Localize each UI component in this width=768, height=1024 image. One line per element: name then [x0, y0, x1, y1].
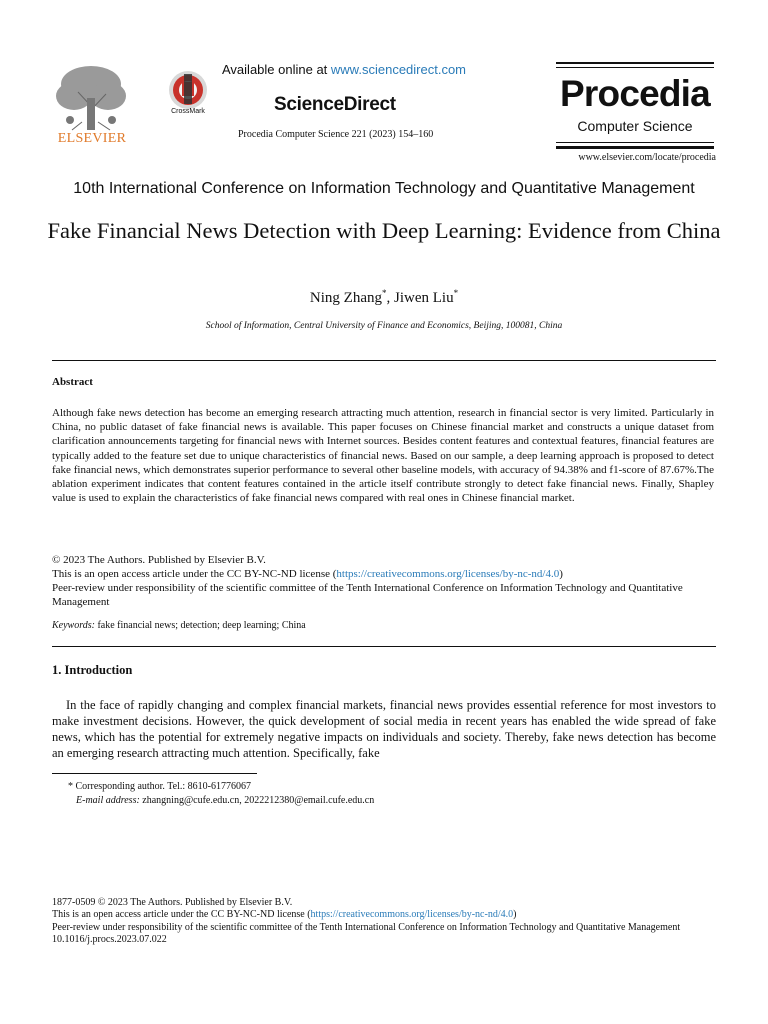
- footnote-rule: [52, 773, 257, 774]
- footer-license-line: [52, 909, 716, 921]
- keywords: [52, 620, 306, 631]
- procedia-rule-bottom: [556, 146, 714, 149]
- footer-license-suffix: ): [513, 909, 517, 921]
- author-name: Ning Zhang: [309, 290, 382, 306]
- corresponding-mark: *: [382, 288, 387, 298]
- author-name: Jiwen Liu: [394, 290, 454, 306]
- footer-license-link[interactable]: https://creativecommons.org/licenses/by-nc-nd/4.0: [310, 909, 514, 921]
- procedia-subtitle: Computer Science: [577, 118, 693, 134]
- email-label: E-mail address:: [76, 795, 140, 806]
- footer-license-prefix: This is an open access article under the CC BY-NC-ND license (: [52, 909, 311, 921]
- sciencedirect-link[interactable]: www.sciencedirect.com: [330, 62, 467, 77]
- peer-review-line: Peer-review under responsibility of the scientific committee of the Tenth International Conference on Information Technology and Quantitative Management: [52, 582, 683, 608]
- divider: [52, 646, 716, 647]
- license-suffix: ): [559, 568, 563, 580]
- procedia-rule-top: [556, 62, 714, 64]
- email-line: [68, 794, 374, 808]
- license-link[interactable]: https://creativecommons.org/licenses/by-nc-nd/4.0: [336, 568, 560, 580]
- abstract-heading: Abstract: [52, 376, 93, 388]
- copyright-block: [52, 553, 716, 609]
- page-footer: [52, 897, 716, 947]
- procedia-url[interactable]: www.elsevier.com/locate/procedia: [578, 152, 716, 163]
- intro-text: In the face of rapidly changing and complex financial markets, financial news provides essential reference for most investors to make investment decisions. However, the quick development of social media in recent years has enabled the wide spread of fake news, which has the potential for extremely negative impacts on individuals and society. Thereby, fake news detection has become an emerging research attracting much attention. Specifically, fake: [52, 698, 716, 760]
- procedia-rule-bottom-thin: [556, 142, 714, 143]
- procedia-rule-top-thin: [556, 67, 714, 68]
- procedia-title: Procedia: [560, 73, 710, 114]
- divider: [52, 360, 716, 361]
- sciencedirect-wordmark: ScienceDirect: [274, 94, 396, 115]
- doi[interactable]: 10.1016/j.procs.2023.07.022: [52, 934, 167, 946]
- conference-name: 10th International Conference on Information Technology and Quantitative Management: [73, 180, 695, 197]
- license-line: [52, 567, 716, 581]
- section-heading: 1. Introduction: [52, 663, 133, 677]
- keywords-label: Keywords:: [52, 620, 95, 631]
- procedia-logo: [556, 62, 714, 150]
- corresponding-author: * Corresponding author. Tel.: 8610-61776067: [68, 781, 251, 792]
- intro-paragraph: [52, 697, 716, 761]
- footer-peer-review: Peer-review under responsibility of the scientific committee of the Tenth International Conference on Information Technology and Quantitative Management: [52, 921, 681, 933]
- copyright-line: © 2023 The Authors. Published by Elsevier B.V.: [52, 554, 266, 566]
- corresponding-mark: *: [453, 288, 459, 298]
- keywords-values: fake financial news; detection; deep learning; China: [94, 620, 306, 631]
- available-prefix: Available online at: [222, 62, 331, 77]
- issn-line: 1877-0509 © 2023 The Authors. Published by Elsevier B.V.: [52, 897, 293, 908]
- paper-title: Fake Financial News Detection with Deep Learning: Evidence from China: [47, 218, 721, 243]
- elsevier-wordmark: ELSEVIER: [57, 131, 127, 146]
- email-addresses: zhangning@cufe.edu.cn, 2022212380@email.cufe.edu.cn: [139, 795, 375, 806]
- affiliation: School of Information, Central University of Finance and Economics, Beijing, 100081, China: [205, 321, 563, 331]
- license-prefix: This is an open access article under the CC BY-NC-ND license (: [52, 568, 337, 580]
- available-online: [222, 62, 466, 77]
- author-separator: ,: [386, 290, 394, 306]
- crossmark-label: CrossMark: [171, 108, 205, 115]
- footnote: [68, 780, 374, 808]
- abstract-body: Although fake news detection has become an emerging research attracting much attention, research in financial sector is very limited. Particularly in China, no public dataset of fake financial news is available. This paper focuses on Chinese financial market and constructs a unique dataset from clarification announcements targeting for financial news with Internet sources. Besides content features and contextual features, financial features are typically added to the feature set due to unique characteristics of financial news. Based on our sample, a deep learning approach is proposed to detect fake financial news, which demonstrates superior performance to several other baseline models, with accuracy of 94.38% and f1-score of 87.67%.The ablation experiment indicates that content features contained in the article itself contribute strongly to detect fake financial news. Finally, Shapley value is used to explain the characteristics of fake financial news compared with real ones in Chinese financial market.: [52, 407, 714, 505]
- journal-reference: Procedia Computer Science 221 (2023) 154–160: [238, 129, 434, 140]
- author-list: [0, 288, 768, 307]
